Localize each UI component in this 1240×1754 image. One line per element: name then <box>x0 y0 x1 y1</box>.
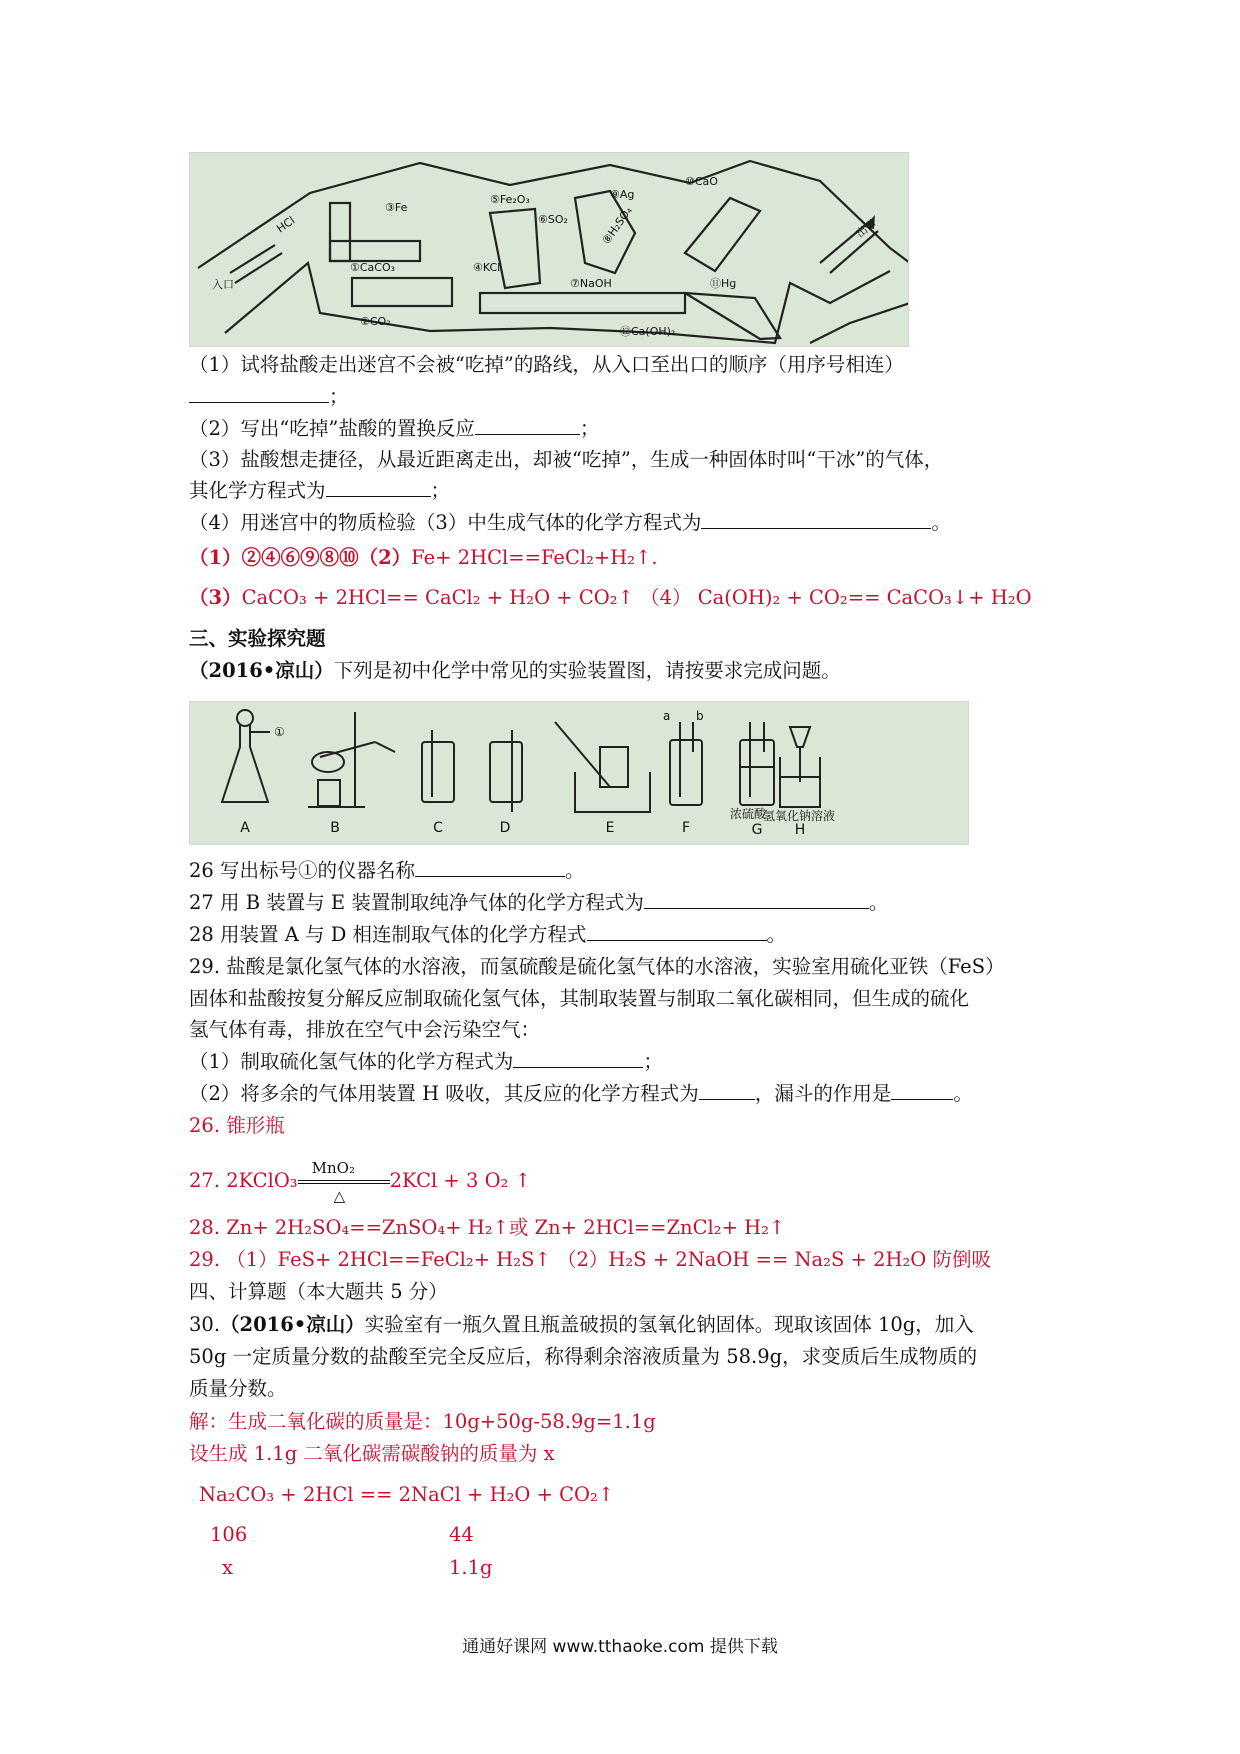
q1-ans2-b: CaCO₃ + 2HCl== CaCl₂ + H₂O + CO₂↑ （4） Ca(OH)₂ + CO₂== CaCO₃↓+ H₂O <box>241 586 1032 609</box>
q29-sub2-text-a: （2）将多余的气体用装置 H 吸收，其反应的化学方程式为 <box>189 1082 699 1105</box>
q1-line5-end: ； <box>430 479 451 502</box>
apparatus-label-g: G <box>751 822 763 838</box>
q29-sub1-text: （1）制取硫化氢气体的化学方程式为 <box>189 1050 514 1073</box>
page-footer: 通通好课网 www.tthaoke.com 提供下载 <box>462 1637 778 1657</box>
answer-blank[interactable] <box>699 1081 755 1100</box>
q27-text: 27 用 B 装置与 E 装置制取纯净气体的化学方程式为 <box>189 891 644 914</box>
apparatus-figure <box>189 701 969 845</box>
maze-label-ag: ⑨Ag <box>610 188 635 201</box>
section4-title: 四、计算题（本大题共 5 分） <box>189 1280 448 1303</box>
q26-line <box>189 858 585 884</box>
q29-sub1 <box>189 1049 663 1075</box>
q27-end: 。 <box>868 891 889 914</box>
q29-sub2 <box>189 1081 973 1107</box>
solution-unknown-b: 1.1g <box>449 1556 493 1579</box>
solution-unknown-a: x <box>222 1556 233 1579</box>
apparatus-drawing <box>190 702 968 844</box>
maze-label-so2: ⑥SO₂ <box>538 213 568 226</box>
q1-ans1-a: （1）②④⑥⑨⑧⑩ <box>189 546 359 569</box>
q1-line1: （1）试将盐酸走出迷宫不会被“吃掉”的路线，从入口至出口的顺序（用序号相连） <box>189 353 904 376</box>
answer-29: 29. （1）FeS+ 2HCl==FeCl₂+ H₂S↑ （2）H₂S + 2NaOH == Na₂S + 2H₂O 防倒吸 <box>189 1248 991 1271</box>
apparatus-label-e: E <box>605 820 615 836</box>
maze-label-hcl: HCl <box>274 213 298 236</box>
maze-figure <box>189 152 909 347</box>
q1-answer1 <box>189 545 658 571</box>
q1-ans2-a: （3） <box>189 586 242 609</box>
solution-line1: 解：生成二氧化碳的质量是：10g+50g-58.9g=1.1g <box>189 1410 656 1433</box>
maze-label-naoh: ⑦NaOH <box>570 277 612 290</box>
q29-line1: 29. 盐酸是氯化氢气体的水溶液，而氢硫酸是硫化氢气体的水溶液，实验室用硫化亚铁（FeS） <box>189 955 1005 978</box>
q28-line <box>189 922 786 948</box>
apparatus-label-d: D <box>499 820 511 836</box>
q1-line5 <box>189 478 450 504</box>
apparatus-text-h: 氢氧化钠溶液 <box>763 809 836 823</box>
q29-line3: 氢气体有毒，排放在空气中会污染空气： <box>189 1018 541 1041</box>
q27-line <box>189 890 888 916</box>
apparatus-label-c: C <box>433 820 443 836</box>
section3-intro-source: （2016•凉山） <box>189 659 334 682</box>
answer-27 <box>189 1158 531 1205</box>
q1-line6-text: （4）用迷宫中的物质检验（3）中生成气体的化学方程式为 <box>189 511 702 534</box>
section3-intro <box>189 658 841 684</box>
apparatus-label-b: B <box>330 820 340 836</box>
q30-line1 <box>189 1312 974 1338</box>
answer-blank[interactable] <box>326 478 431 497</box>
answer-blank[interactable] <box>701 510 931 529</box>
answer-blank[interactable] <box>644 890 869 909</box>
apparatus-label-f: F <box>681 820 691 836</box>
maze-label-cao: ⑩CaO <box>685 175 718 188</box>
maze-label-entrance: 入口 <box>212 278 234 291</box>
q30-text1: 实验室有一瓶久置且瓶盖破损的氢氧化钠固体。现取该固体 10g，加入 <box>364 1313 974 1336</box>
apparatus-mark-b: b <box>696 709 704 723</box>
answer-blank[interactable] <box>513 1049 643 1068</box>
section3-title: 三、实验探究题 <box>189 627 326 650</box>
answer-27-right: 2KCl + 3 O₂ ↑ <box>389 1169 531 1192</box>
reaction-condition <box>298 1158 390 1205</box>
maze-label-fe: ③Fe <box>385 201 408 214</box>
answer-26: 26. 锥形瓶 <box>189 1114 285 1137</box>
q30-source: （2016•凉山） <box>220 1313 365 1336</box>
q1-line3 <box>189 416 599 442</box>
q29-sub1-end: ； <box>643 1050 663 1073</box>
condition-catalyst: MnO₂ <box>311 1158 355 1177</box>
condition-heat: △ <box>333 1186 346 1205</box>
q1-line6 <box>189 510 951 536</box>
maze-drawing <box>190 153 908 346</box>
apparatus-label-a: A <box>240 820 250 836</box>
maze-label-caoh2: ⑫Ca(OH)₂ <box>620 325 676 338</box>
maze-label-hg: ⑪Hg <box>710 277 737 290</box>
q28-end: 。 <box>766 923 787 946</box>
maze-label-fe2o3: ⑤Fe₂O₃ <box>490 193 530 206</box>
apparatus-label-h: H <box>794 822 806 838</box>
solution-line2: 设生成 1.1g 二氧化碳需碳酸钠的质量为 x <box>189 1442 555 1465</box>
answer-28: 28. Zn+ 2H₂SO₄==ZnSO₄+ H₂↑或 Zn+ 2HCl==ZnCl₂+ H₂↑ <box>189 1216 786 1239</box>
q29-sub2-end: 。 <box>953 1082 973 1105</box>
solution-equation: Na₂CO₃ + 2HCl == 2NaCl + H₂O + CO₂↑ <box>199 1483 615 1506</box>
q1-line2-end: ； <box>329 385 349 408</box>
q1-ans1-b: （2） <box>358 546 412 569</box>
q1-line2 <box>189 384 349 410</box>
apparatus-mark-1: ① <box>274 725 285 739</box>
q1-line4: （3）盐酸想走捷径，从最近距离走出，却被“吃掉”，生成一种固体时叫“干冰”的气体， <box>189 448 944 471</box>
apparatus-mark-a: a <box>663 709 671 723</box>
q1-line3-text: （2）写出“吃掉”盐酸的置换反应 <box>189 417 475 440</box>
maze-label-kcl: ④KCl <box>473 261 501 274</box>
answer-blank[interactable] <box>189 384 329 403</box>
answer-blank[interactable] <box>587 922 767 941</box>
apparatus-text-g: 浓硫酸 <box>730 807 767 821</box>
q1-ans1-c: Fe+ 2HCl==FeCl₂+H₂↑. <box>411 546 658 569</box>
maze-label-exit: 出口 <box>853 216 879 241</box>
q26-end: 。 <box>565 859 585 882</box>
q30-line3: 质量分数。 <box>189 1377 287 1400</box>
maze-label-co2: ②CO₂ <box>360 315 391 328</box>
q1-line6-end: 。 <box>931 511 951 534</box>
answer-blank[interactable] <box>415 858 565 877</box>
q26-text: 26 写出标号①的仪器名称 <box>189 859 416 882</box>
q1-line3-end: ； <box>579 417 600 440</box>
maze-label-h2so4: ⑧H₂SO₄ <box>599 204 635 247</box>
q30-number: 30. <box>189 1313 221 1336</box>
solution-ratio-a: 106 <box>210 1523 248 1546</box>
q1-line5-text: 其化学方程式为 <box>189 479 326 502</box>
q28-text: 28 用装置 A 与 D 相连制取气体的化学方程式 <box>189 923 587 946</box>
maze-label-caco3: ①CaCO₃ <box>350 261 396 274</box>
q29-sub2-text-b: ，漏斗的作用是 <box>754 1082 892 1105</box>
q1-answer2 <box>189 585 1032 611</box>
answer-27-left: 27. 2KClO₃ <box>189 1169 298 1192</box>
answer-blank[interactable] <box>891 1081 953 1100</box>
answer-blank[interactable] <box>475 416 580 435</box>
solution-ratio-b: 44 <box>449 1523 474 1546</box>
section3-intro-text: 下列是初中化学中常见的实验装置图，请按要求完成问题。 <box>333 659 841 682</box>
q30-line2: 50g 一定质量分数的盐酸至完全反应后，称得剩余溶液质量为 58.9g，求变质后生成物质的 <box>189 1345 978 1368</box>
q29-line2: 固体和盐酸按复分解反应制取硫化氢气体，其制取装置与制取二氧化碳相同，但生成的硫化 <box>189 987 970 1010</box>
